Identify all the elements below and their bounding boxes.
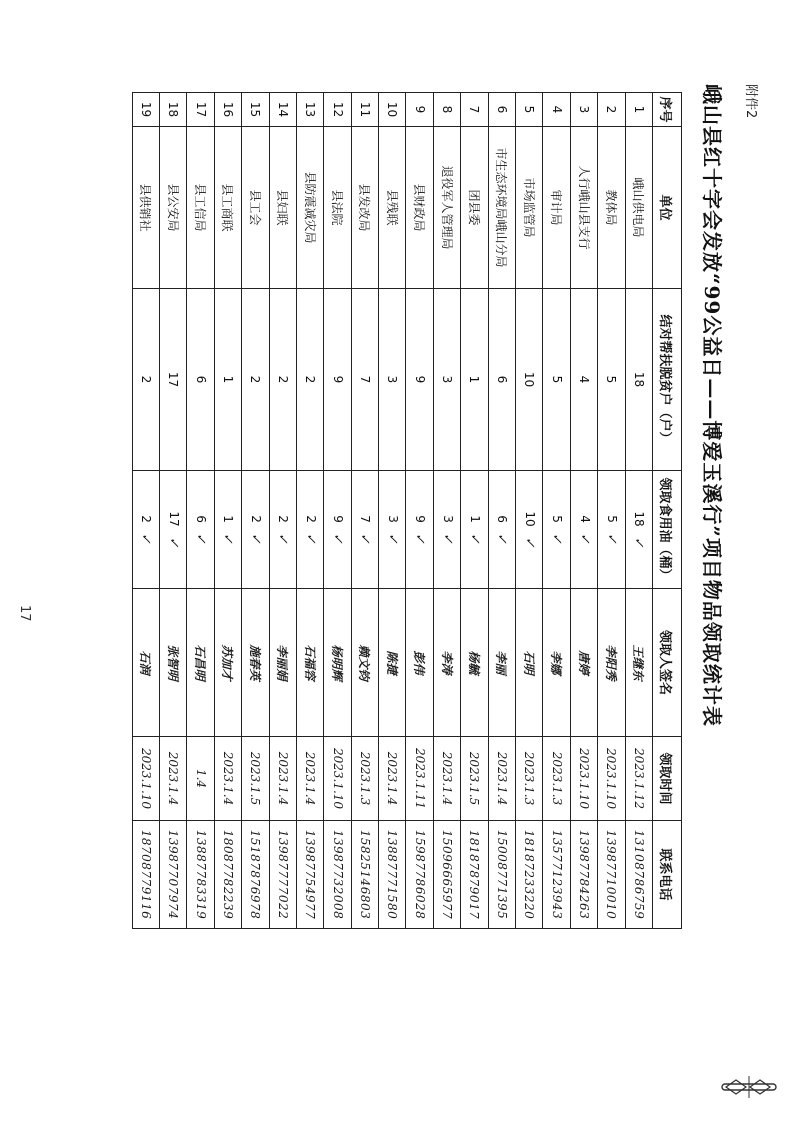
row-date: 2023.1.10 <box>132 737 159 821</box>
row-oil <box>433 471 460 589</box>
row-phone: 15825146803 <box>351 821 378 929</box>
row-no: 15 <box>242 93 269 127</box>
table-row <box>406 93 433 929</box>
row-oil <box>406 471 433 589</box>
row-date: 2023.1.5 <box>242 737 269 821</box>
oil-count: 3 <box>385 515 400 523</box>
oil-count: 1 <box>221 515 236 523</box>
oil-count: 6 <box>495 515 510 523</box>
row-oil <box>570 471 597 589</box>
check-mark-icon: ✓ <box>165 536 181 548</box>
header-date: 领取时间 <box>653 737 682 821</box>
oil-count: 6 <box>194 515 209 523</box>
row-signature: 陈捷 <box>379 589 406 737</box>
check-mark-icon: ✓ <box>138 532 154 544</box>
table-row <box>187 93 214 929</box>
oil-count: 9 <box>331 515 346 523</box>
row-oil <box>543 471 570 589</box>
row-signature: 张智明 <box>159 589 186 737</box>
row-phone: 18187879017 <box>461 821 488 929</box>
row-unit: 县财政局 <box>406 127 433 289</box>
header-unit: 单位 <box>653 127 682 289</box>
check-mark-icon: ✓ <box>549 532 565 544</box>
row-signature: 彭伟 <box>406 589 433 737</box>
row-oil <box>488 471 515 589</box>
row-signature: 杨毓 <box>461 589 488 737</box>
row-households: 1 <box>461 289 488 471</box>
row-oil <box>214 471 241 589</box>
row-unit: 退役军人管理局 <box>433 127 460 289</box>
row-phone: 15096665977 <box>433 821 460 929</box>
row-signature: 李丽娟 <box>269 589 296 737</box>
row-phone: 15008771395 <box>488 821 515 929</box>
row-phone: 13887771580 <box>379 821 406 929</box>
row-date: 2023.1.3 <box>516 737 543 821</box>
oil-count: 7 <box>358 515 373 523</box>
row-no: 16 <box>214 93 241 127</box>
row-unit: 团县委 <box>461 127 488 289</box>
row-date: 2023.1.4 <box>296 737 323 821</box>
check-mark-icon: ✓ <box>220 532 236 544</box>
row-date: 2023.1.10 <box>598 737 625 821</box>
check-mark-icon: ✓ <box>247 532 263 544</box>
row-households: 4 <box>570 289 597 471</box>
row-oil <box>351 471 378 589</box>
table-row <box>324 93 351 929</box>
row-no: 13 <box>296 93 323 127</box>
oil-count: 5 <box>604 515 619 523</box>
row-signature: 苏加才 <box>214 589 241 737</box>
row-date: 1.4 <box>187 737 214 821</box>
row-no: 5 <box>516 93 543 127</box>
row-households: 1 <box>214 289 241 471</box>
check-mark-icon: ✓ <box>603 532 619 544</box>
table-header-row <box>653 93 682 929</box>
header-households: 结对帮扶脱贫户（户） <box>653 289 682 471</box>
row-households: 17 <box>159 289 186 471</box>
row-phone: 13108786759 <box>625 821 652 929</box>
row-oil <box>324 471 351 589</box>
oil-count: 9 <box>413 515 428 523</box>
row-unit: 县工会 <box>242 127 269 289</box>
row-oil <box>379 471 406 589</box>
oil-count: 3 <box>440 515 455 523</box>
row-no: 7 <box>461 93 488 127</box>
check-mark-icon: ✓ <box>576 532 592 544</box>
row-date: 2023.1.4 <box>379 737 406 821</box>
row-no: 6 <box>488 93 515 127</box>
check-mark-icon: ✓ <box>521 536 537 548</box>
row-oil <box>159 471 186 589</box>
row-unit: 县工信局 <box>187 127 214 289</box>
check-mark-icon: ✓ <box>384 532 400 544</box>
table-row <box>625 93 652 929</box>
oil-count: 2 <box>139 515 154 523</box>
row-date: 2023.1.4 <box>269 737 296 821</box>
row-no: 3 <box>570 93 597 127</box>
row-households: 3 <box>379 289 406 471</box>
row-date: 2023.1.11 <box>406 737 433 821</box>
row-households: 18 <box>625 289 652 471</box>
row-no: 10 <box>379 93 406 127</box>
check-mark-icon: ✓ <box>302 532 318 544</box>
row-signature: 石润 <box>132 589 159 737</box>
oil-count: 1 <box>467 515 482 523</box>
row-phone: 18708779116 <box>132 821 159 929</box>
oil-count: 2 <box>276 515 291 523</box>
row-signature: 杨明辉 <box>324 589 351 737</box>
row-oil <box>598 471 625 589</box>
attachment-label: 附件2 <box>743 84 758 119</box>
oil-count: 2 <box>248 515 263 523</box>
row-phone: 13987777022 <box>269 821 296 929</box>
row-date: 2023.1.4 <box>433 737 460 821</box>
row-oil <box>242 471 269 589</box>
distribution-table <box>132 92 682 929</box>
oil-count: 4 <box>577 515 592 523</box>
row-phone: 13987707974 <box>159 821 186 929</box>
row-unit: 县法院 <box>324 127 351 289</box>
table-row <box>488 93 515 929</box>
table-row <box>570 93 597 929</box>
table-row <box>214 93 241 929</box>
row-oil <box>187 471 214 589</box>
table-row <box>159 93 186 929</box>
table-row <box>132 93 159 929</box>
header-signature: 领取人签名 <box>653 589 682 737</box>
row-unit: 峨山供电局 <box>625 127 652 289</box>
row-no: 14 <box>269 93 296 127</box>
row-phone: 13577123943 <box>543 821 570 929</box>
row-phone: 15987786028 <box>406 821 433 929</box>
row-oil <box>296 471 323 589</box>
row-unit: 审计局 <box>543 127 570 289</box>
row-signature: 施春英 <box>242 589 269 737</box>
table-row <box>242 93 269 929</box>
table-row <box>543 93 570 929</box>
row-no: 12 <box>324 93 351 127</box>
check-mark-icon: ✓ <box>466 532 482 544</box>
row-unit: 县防震减灾局 <box>296 127 323 289</box>
check-mark-icon: ✓ <box>412 532 428 544</box>
row-phone: 13987732008 <box>324 821 351 929</box>
table-row <box>461 93 488 929</box>
seal-emblem-icon <box>718 1074 780 1100</box>
row-households: 5 <box>543 289 570 471</box>
check-mark-icon: ✓ <box>631 536 647 548</box>
check-mark-icon: ✓ <box>439 532 455 544</box>
oil-count: 2 <box>303 515 318 523</box>
row-households: 6 <box>488 289 515 471</box>
row-signature: 赖文钧 <box>351 589 378 737</box>
table-row <box>351 93 378 929</box>
row-date: 2023.1.4 <box>214 737 241 821</box>
row-phone: 13887783319 <box>187 821 214 929</box>
row-phone: 15187876978 <box>242 821 269 929</box>
row-oil <box>516 471 543 589</box>
row-households: 5 <box>598 289 625 471</box>
row-oil <box>461 471 488 589</box>
row-signature: 石福容 <box>296 589 323 737</box>
row-phone: 13987754977 <box>296 821 323 929</box>
row-no: 4 <box>543 93 570 127</box>
row-households: 10 <box>516 289 543 471</box>
row-unit: 市生态环境局峨山分局 <box>488 127 515 289</box>
row-households: 2 <box>269 289 296 471</box>
row-unit: 人行峨山县支行 <box>570 127 597 289</box>
row-unit: 县发改局 <box>351 127 378 289</box>
oil-count: 10 <box>522 511 537 527</box>
header-no: 序号 <box>653 93 682 127</box>
table-row <box>598 93 625 929</box>
row-oil <box>132 471 159 589</box>
row-signature: 石明 <box>516 589 543 737</box>
header-phone: 联系电话 <box>653 821 682 929</box>
row-no: 9 <box>406 93 433 127</box>
row-date: 2023.1.10 <box>324 737 351 821</box>
row-households: 9 <box>406 289 433 471</box>
row-households: 9 <box>324 289 351 471</box>
check-mark-icon: ✓ <box>193 532 209 544</box>
row-phone: 18187233220 <box>516 821 543 929</box>
row-date: 2023.1.4 <box>159 737 186 821</box>
row-no: 17 <box>187 93 214 127</box>
check-mark-icon: ✓ <box>275 532 291 544</box>
row-unit: 县妇联 <box>269 127 296 289</box>
row-signature: 李娜 <box>543 589 570 737</box>
row-no: 1 <box>625 93 652 127</box>
row-no: 2 <box>598 93 625 127</box>
row-signature: 石昌明 <box>187 589 214 737</box>
row-unit: 教体局 <box>598 127 625 289</box>
table-row <box>379 93 406 929</box>
table-row <box>296 93 323 929</box>
row-no: 18 <box>159 93 186 127</box>
row-households: 3 <box>433 289 460 471</box>
check-mark-icon: ✓ <box>330 532 346 544</box>
row-signature: 李丽 <box>488 589 515 737</box>
row-date: 2023.1.3 <box>543 737 570 821</box>
row-unit: 县供销社 <box>132 127 159 289</box>
row-date: 2023.1.3 <box>351 737 378 821</box>
row-date: 2023.1.4 <box>488 737 515 821</box>
oil-count: 5 <box>550 515 565 523</box>
row-unit: 县公安局 <box>159 127 186 289</box>
check-mark-icon: ✓ <box>357 532 373 544</box>
row-households: 6 <box>187 289 214 471</box>
row-unit: 县残联 <box>379 127 406 289</box>
table-row <box>269 93 296 929</box>
row-oil <box>269 471 296 589</box>
table-row <box>516 93 543 929</box>
row-date: 2023.1.12 <box>625 737 652 821</box>
table-row <box>433 93 460 929</box>
oil-count: 17 <box>166 511 181 527</box>
row-households: 2 <box>242 289 269 471</box>
row-households: 2 <box>132 289 159 471</box>
row-signature: 唐婷 <box>570 589 597 737</box>
row-signature: 李涛 <box>433 589 460 737</box>
row-date: 2023.1.5 <box>461 737 488 821</box>
page-mark: 17 <box>17 605 32 622</box>
row-unit: 市场监管局 <box>516 127 543 289</box>
row-phone: 13987784263 <box>570 821 597 929</box>
oil-count: 18 <box>632 511 647 527</box>
row-date: 2023.1.10 <box>570 737 597 821</box>
check-mark-icon: ✓ <box>494 532 510 544</box>
row-households: 2 <box>296 289 323 471</box>
row-signature: 李阳秀 <box>598 589 625 737</box>
row-oil <box>625 471 652 589</box>
row-phone: 13987710010 <box>598 821 625 929</box>
row-unit: 县工商联 <box>214 127 241 289</box>
row-no: 19 <box>132 93 159 127</box>
row-phone: 18087782239 <box>214 821 241 929</box>
document-title: 峨山县红十字会发放“99公益日——博爱玉溪行”项目物品领取统计表 <box>700 84 724 727</box>
row-signature: 王继东 <box>625 589 652 737</box>
row-households: 7 <box>351 289 378 471</box>
header-oil: 领取食用油（桶） <box>653 471 682 589</box>
row-no: 11 <box>351 93 378 127</box>
row-no: 8 <box>433 93 460 127</box>
